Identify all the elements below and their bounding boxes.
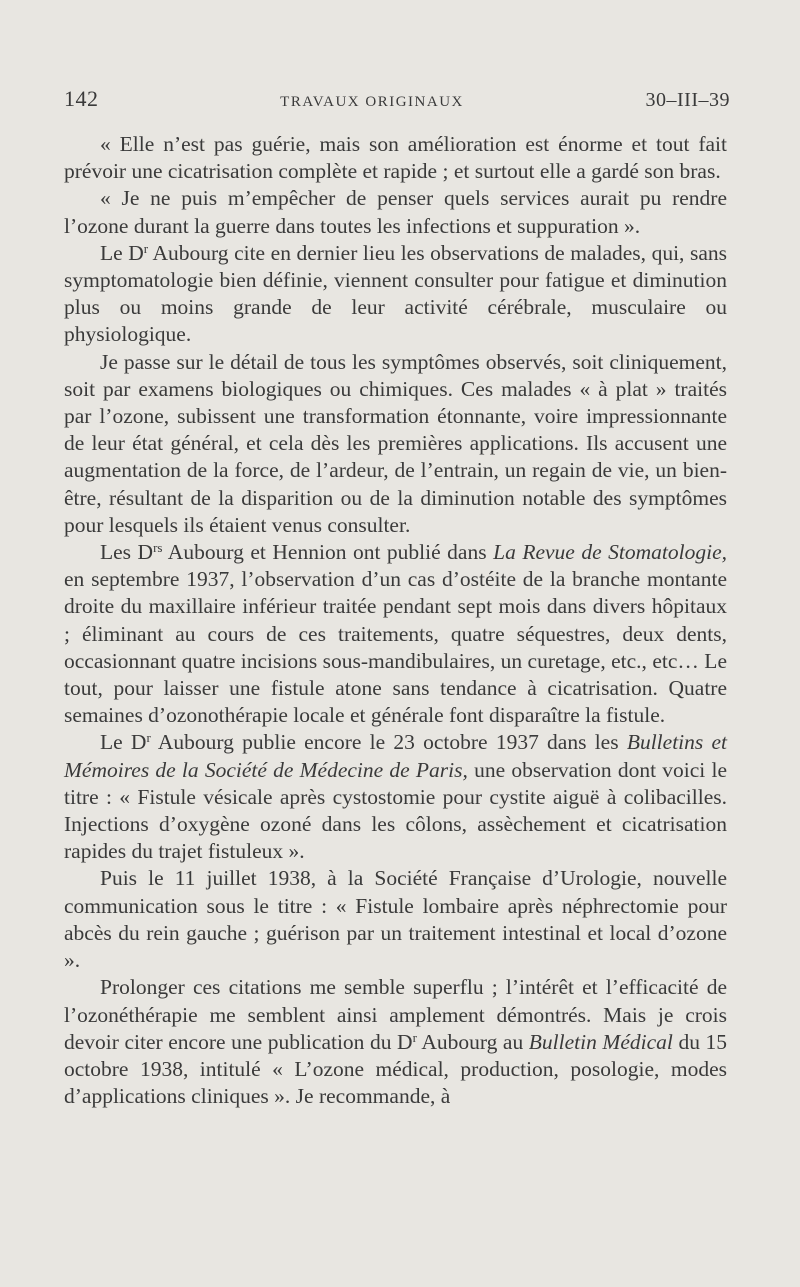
text-run: Le D xyxy=(100,240,144,265)
body-text xyxy=(64,131,727,1110)
italic-title: Bulletin Médical xyxy=(528,1029,673,1054)
paragraph xyxy=(64,349,727,539)
text-run: Prolonger ces citations me semble superflu ; l’intérêt et l’efficacité de l’ozonéthérapie me semblent ainsi amplement démontrés. Mais je crois devoir citer encore une publication du D xyxy=(64,975,727,1054)
text-run: Le D xyxy=(100,730,147,755)
running-head xyxy=(64,86,730,116)
italic-title: Bulletins et Mémoires de la Société de Médecine de Paris, xyxy=(64,730,728,782)
running-title: TRAVAUX ORIGINAUX xyxy=(280,94,464,110)
italic-title: La Revue de Stomatologie, xyxy=(493,540,727,565)
text-run: Aubourg au xyxy=(416,1029,529,1054)
page-number: 142 xyxy=(64,86,99,111)
superscript: r xyxy=(412,1029,417,1045)
text-run: Aubourg publie encore le 23 octobre 1937 dans les xyxy=(150,730,627,755)
paragraph xyxy=(64,240,727,349)
superscript: r xyxy=(143,240,149,256)
text-run: « Je ne puis m’empêcher de penser quels services aurait pu rendre l’ozone durant la guerre dans toutes les infections et suppuration ». xyxy=(64,186,727,238)
paragraph xyxy=(64,539,727,729)
superscript: rs xyxy=(153,540,163,556)
text-run: Je passe sur le détail de tous les symptômes observés, soit cliniquement, soit par examens biologiques ou chimiques. Ces malades « à plat » traités par l’ozone, subissent une transformation étonnante, voire impressionnante de leur état général, et cela dès les premières applications. Ils accusent une augmentation de la force, de l’ardeur, de l’entrain, un regain de vie, un bien-être, résultant de la disparition ou de la diminution notable des symptômes pour lesquels ils étaient venus consulter. xyxy=(64,349,727,537)
text-run: Aubourg et Hennion ont publié dans xyxy=(162,540,494,565)
text-run: une observation dont voici le titre : « Fistule vésicale après cystostomie pour cystite aiguë à colibacilles. Injections d’oxygène ozoné dans les côlons, assèchement et cicatrisation rapides du trajet fistuleux ». xyxy=(64,757,727,864)
text-run: Les D xyxy=(100,540,154,565)
text-run: Puis le 11 juillet 1938, à la Société Française d’Urologie, nouvelle communication sous le titre : « Fistule lombaire après néphrectomie pour abcès du rein gauche ; guérison par un traitement intestinal et local d’ozone ». xyxy=(64,866,727,973)
paragraph xyxy=(64,729,727,865)
paragraph xyxy=(64,131,727,185)
paragraph xyxy=(64,974,727,1110)
superscript: r xyxy=(146,730,151,746)
paragraph xyxy=(64,185,727,239)
text-run: en septembre 1937, l’observation d’un cas d’ostéite de la branche montante droite du maxillaire inférieur traitée pendant sept mois dans divers hôpitaux ; éliminant au cours de ces traitements, quatre séquestres, deux dents, occasionnant quatre incisions sous-mandibulaires, un curetage, etc., etc… Le tout, pour laisser une fistule atone sans tendance à cicatrisation. Quatre semaines d’ozonothérapie locale et générale font disparaître la fistule. xyxy=(64,567,727,728)
issue-date: 30–III–39 xyxy=(645,89,730,111)
text-run: du 15 octobre 1938, intitulé « L’ozone médical, production, posologie, modes d’applications cliniques ». Je recommande, à xyxy=(64,1029,728,1109)
paragraph xyxy=(64,865,727,974)
text-run: Aubourg cite en dernier lieu les observations de malades, qui, sans symptomatologie bien définie, viennent consulter pour fatigue et diminution plus ou moins grande de leur activité cérébrale, musculaire ou physiologique. xyxy=(64,240,728,347)
text-run: « Elle n’est pas guérie, mais son amélioration est énorme et tout fait prévoir une cicatrisation complète et rapide ; et surtout elle a gardé son bras. xyxy=(64,132,727,184)
